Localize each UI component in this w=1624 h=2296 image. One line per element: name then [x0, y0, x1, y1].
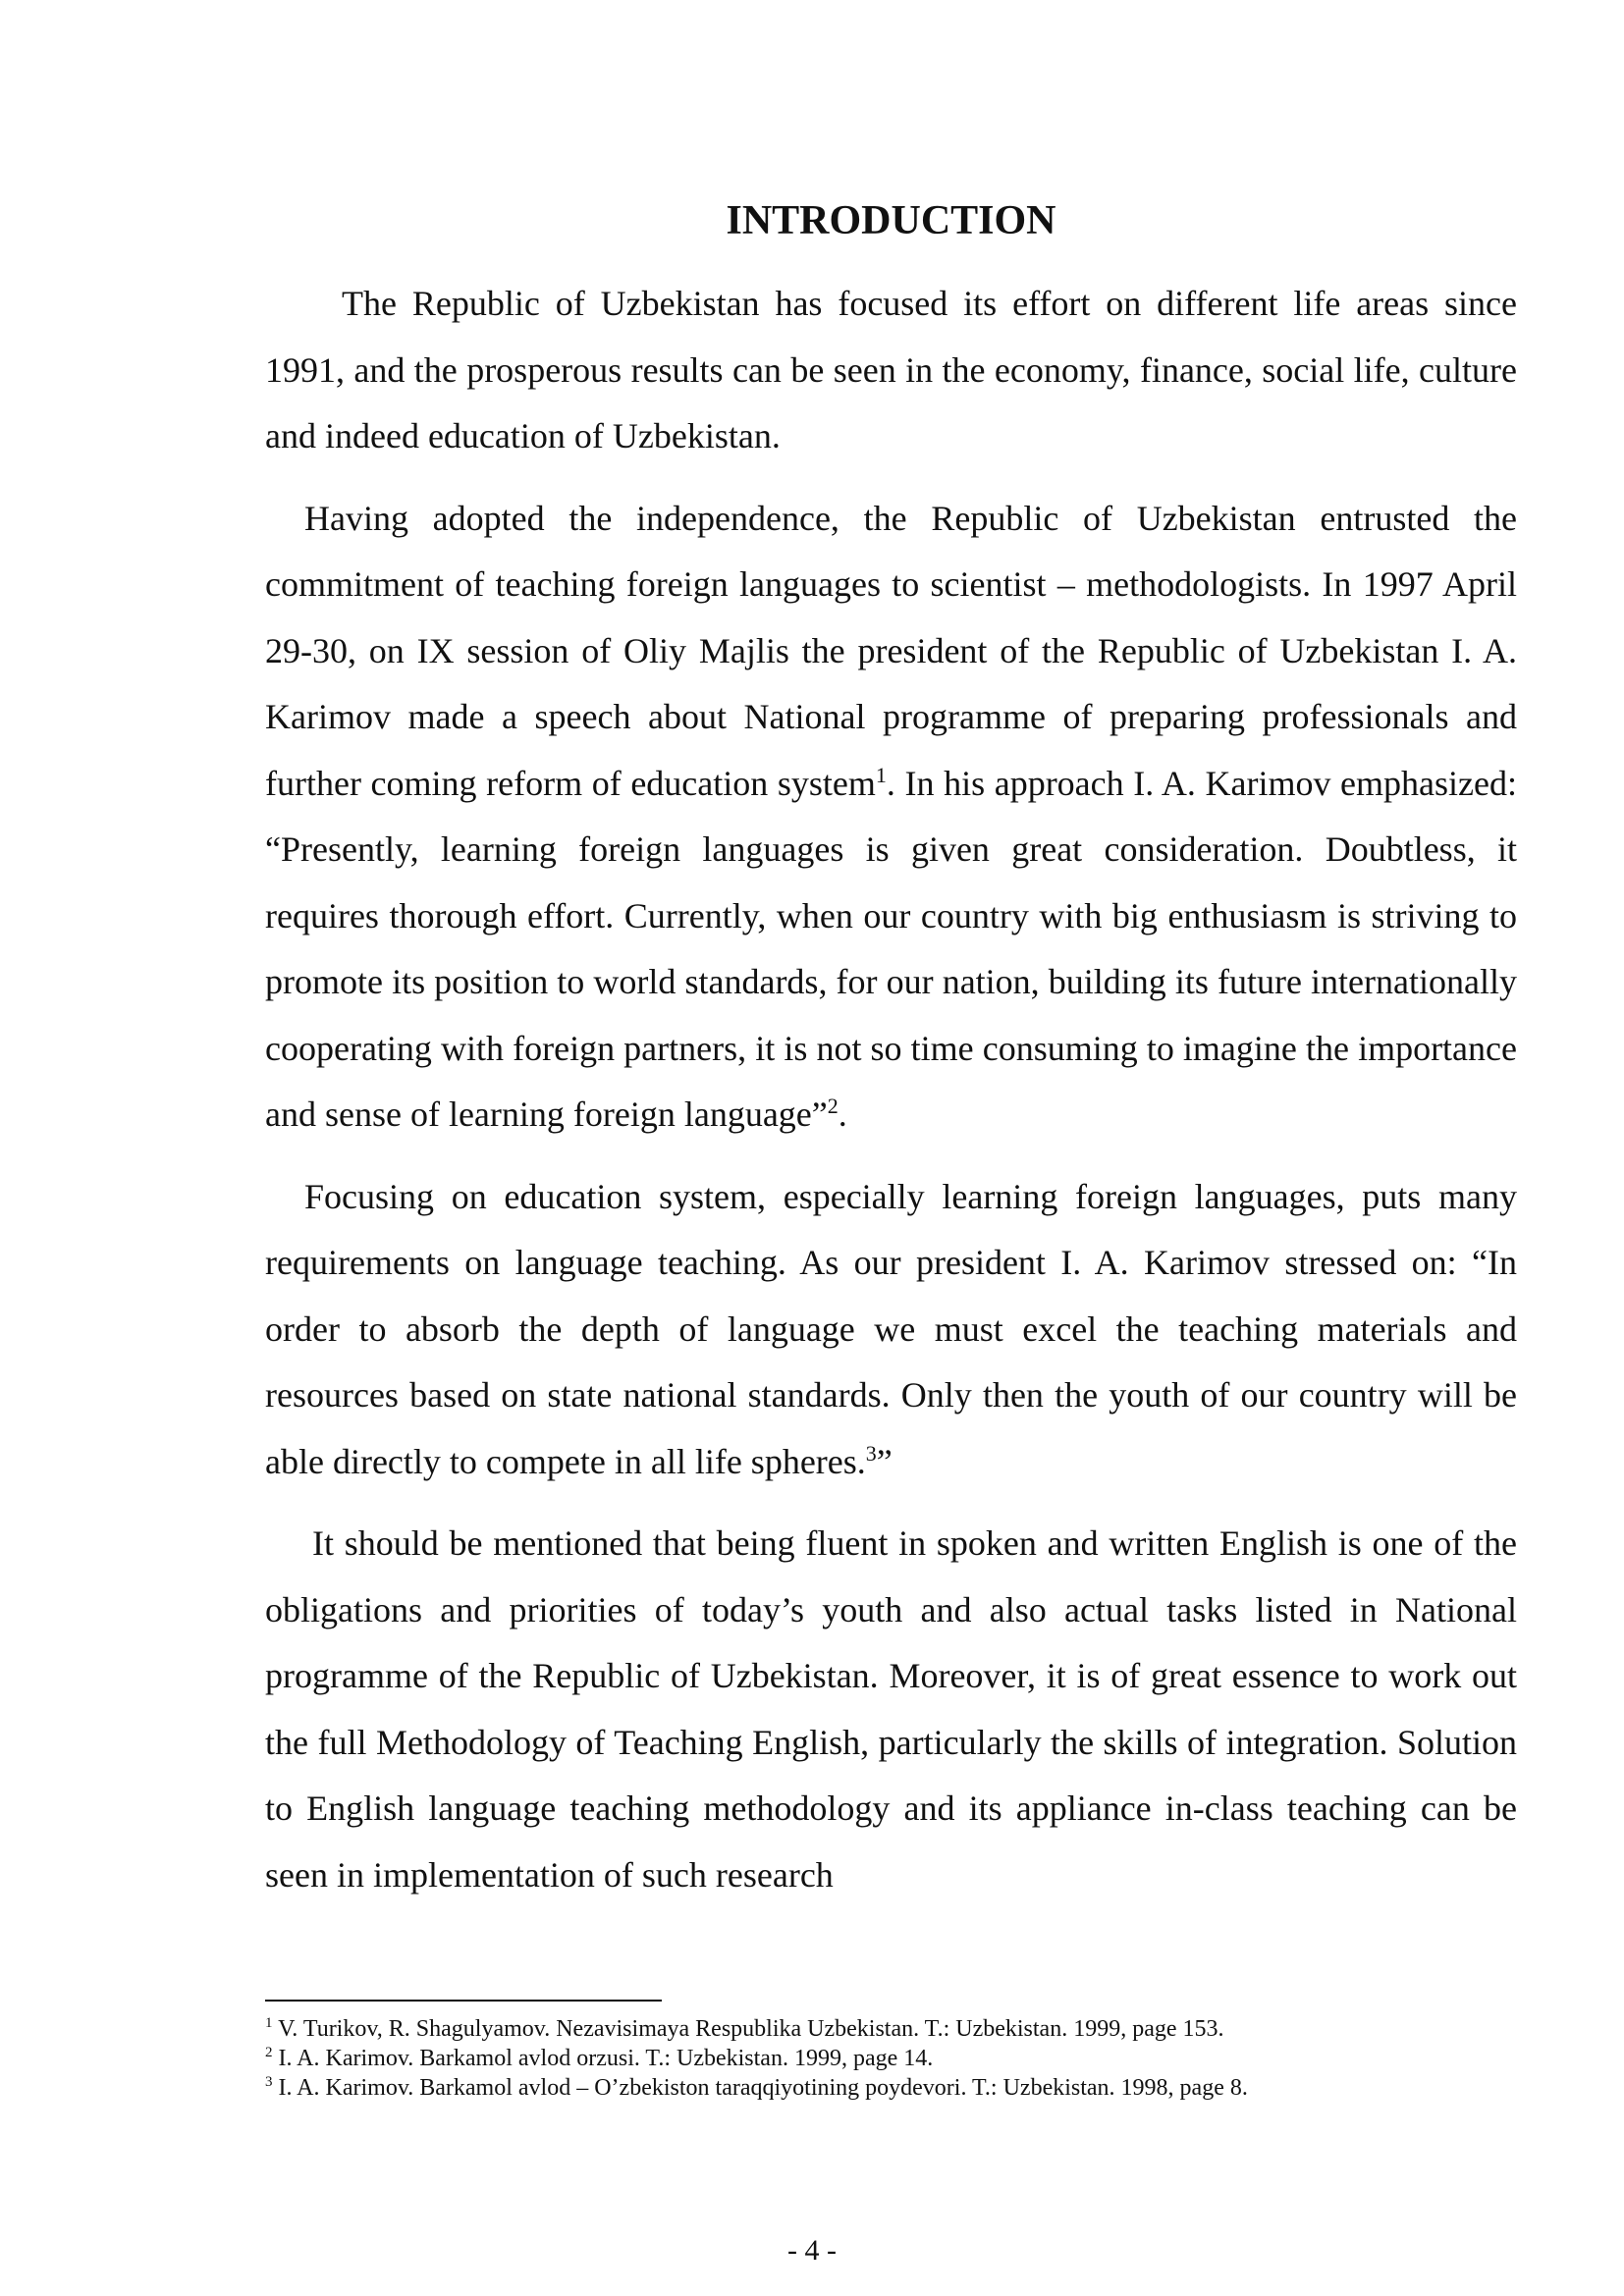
document-body — [265, 187, 1517, 1924]
footnote-text: I. A. Karimov. Barkamol avlod orzusi. T.: Uzbekistan. 1999, page 14. — [272, 2046, 934, 2071]
footnote-ref-1: 1 — [875, 762, 887, 787]
paragraph-3-text-b: ” — [876, 1441, 893, 1481]
footnote-2 — [265, 2044, 1517, 2073]
paragraph-2-text-b: . In his approach I. A. Karimov emphasized: “Presently, learning foreign languages is given great consideration. Doubtless, it requires thorough effort. Currently, when our country with big enthusiasm is striving to promote its position to world standards, for our nation, building its future internationally cooperating with foreign partners, it is not so time consuming to imagine the importance and sense of learning foreign language” — [265, 763, 1517, 1134]
footnote-mark: 1 — [265, 2015, 273, 2031]
footnote-ref-2: 2 — [827, 1094, 839, 1118]
paragraph-3 — [265, 1164, 1517, 1496]
footnote-3 — [265, 2073, 1517, 2103]
footnote-text: V. Turikov, R. Shagulyamov. Nezavisimaya Respublika Uzbekistan. T.: Uzbekistan. 1999, page 153. — [272, 2016, 1224, 2042]
paragraph-1: The Republic of Uzbekistan has focused its effort on different life areas since 1991, and the prosperous results can be seen in the economy, finance, social life, culture and indeed education of Uzbekistan. — [265, 284, 1517, 455]
footnote-divider — [265, 2000, 662, 2002]
page-number: - 4 - — [787, 2234, 837, 2267]
paragraph-4: It should be mentioned that being fluent in spoken and written English is one of the obligations and priorities of today’s youth and also actual tasks listed in National programme of the Republic of Uzbekistan. Moreover, it is of great essence to work out the full Methodology of Teaching English, particularly the skills of integration. Solution to English language teaching methodology and its appliance in-class teaching can be seen in implementation of such research — [265, 1523, 1517, 1895]
paragraph-2 — [265, 486, 1517, 1148]
footnote-text: I. A. Karimov. Barkamol avlod – O’zbekiston taraqqiyotining poydevori. T.: Uzbekistan. 1998, page 8. — [272, 2075, 1248, 2101]
footnote-ref-3: 3 — [865, 1440, 877, 1466]
footnotes — [265, 2014, 1517, 2103]
paragraph-3-text-a: Focusing on education system, especially learning foreign languages, puts many requirements on language teaching. As our president I. A. Karimov stressed on: “In order to absorb the depth of language we must excel the teaching materials and resources based on state national standards. Only then the youth of our country will be able directly to compete in all life spheres. — [265, 1176, 1517, 1481]
paragraph-2-text-a: Having adopted the independence, the Republic of Uzbekistan entrusted the commitment of teaching foreign languages to scientist – methodologists. In 1997 April 29-30, on IX session of Oliy Majlis the president of the Republic of Uzbekistan I. A. Karimov made a speech about National programme of preparing professionals and further coming reform of education system — [265, 498, 1517, 803]
footnote-mark: 3 — [265, 2074, 273, 2090]
paragraph-2-text-c: . — [838, 1095, 847, 1134]
footnote-mark: 2 — [265, 2045, 273, 2060]
page-title: INTRODUCTION — [726, 198, 1056, 243]
footnote-1 — [265, 2014, 1517, 2044]
